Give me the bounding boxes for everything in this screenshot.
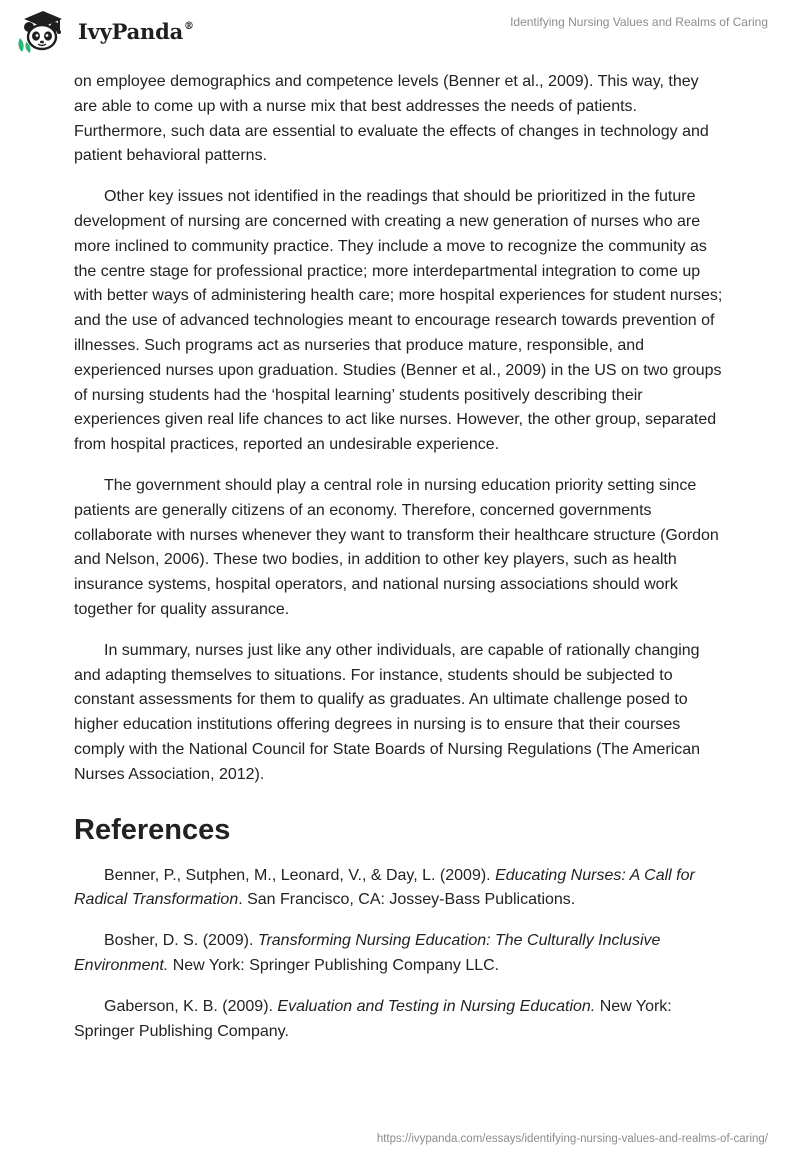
brand-name — [78, 19, 194, 44]
reference-authors: Gaberson, K. B. (2009). — [104, 997, 278, 1015]
reference-authors: Bosher, D. S. (2009). — [104, 932, 258, 950]
paragraph-1: on employee demographics and competence levels (Benner et al., 2009). This way, they are able to come up with a nurse mix that best addresses the needs of patients. Furthermore, such data are essential to evaluate the effects of changes in technology and patient behavioral patterns. — [74, 73, 709, 165]
paragraph-3: The government should play a central role in nursing education priority setting since patients are generally citizens of an economy. Therefore, concerned governments collaborate with nurses whenever they want to transform their healthcare structure (Gordon and Nelson, 2006). These two bodies, in addition to other key players, such as health insurance systems, hospital operators, and national nursing associations should work together for quality assurance. — [74, 476, 719, 618]
reference-item-1 — [74, 864, 724, 914]
reference-publisher: . San Francisco, CA: Jossey-Bass Publications. — [238, 891, 576, 909]
paragraph-4: In summary, nurses just like any other individuals, are capable of rationally changing and adapting themselves to situations. For instance, students should be subjected to constant assessments for them to qualify as graduates. An ultimate challenge posed to higher education institutions offering degrees in nursing is to ensure that their courses comply with the National Council for State Boards of Nursing Regulations (The American Nurses Association, 2012). — [74, 641, 701, 783]
source-url-link[interactable]: https://ivypanda.com/essays/identifying-nursing-values-and-realms-of-caring/ — [376, 1133, 768, 1145]
reference-item-2 — [74, 929, 724, 979]
reference-item-3 — [74, 995, 724, 1045]
paragraph-2: Other key issues not identified in the readings that should be prioritized in the future development of nursing are concerned with creating a new generation of nurses who are more inclined to community practice. They include a move to recognize the community as the centre stage for professional practice; more interdepartmental integration to come up with better ways of administering health care; more hospital experiences for student nurses; and the use of advanced technologies meant to encourage research towards prevention of illnesses. Such programs act as nurseries that produce mature, responsible, and experienced nurses upon graduation. Studies (Benner et al., 2009) in the US on two groups of nursing students had the ‘hospital learning’ students positively describing their experiences given real life chances to act like nurses. However, the other group, separated from hospital practices, reported an undesirable experience. — [74, 188, 723, 454]
essay-content — [74, 70, 724, 1060]
document-title: Identifying Nursing Values and Realms of Caring — [510, 15, 768, 29]
brand-text: IvyPanda — [78, 18, 184, 44]
reference-title: Transforming Nursing Education: The Culturally Inclusive Environment. — [74, 932, 661, 974]
references-heading: References — [74, 813, 231, 846]
panda-logo-icon — [14, 8, 72, 54]
reference-publisher: New York: Springer Publishing Company. — [74, 997, 672, 1040]
reference-title: Educating Nurses: A Call for Radical Transformation — [74, 866, 695, 909]
reference-publisher: New York: Springer Publishing Company LLC. — [168, 956, 500, 974]
registered-mark: ® — [184, 20, 194, 32]
page-header — [0, 0, 800, 70]
reference-title: Evaluation and Testing in Nursing Education. — [277, 997, 596, 1015]
ivypanda-logo[interactable] — [14, 8, 194, 54]
reference-authors: Benner, P., Sutphen, M., Leonard, V., & Day, L. (2009). — [104, 866, 496, 884]
